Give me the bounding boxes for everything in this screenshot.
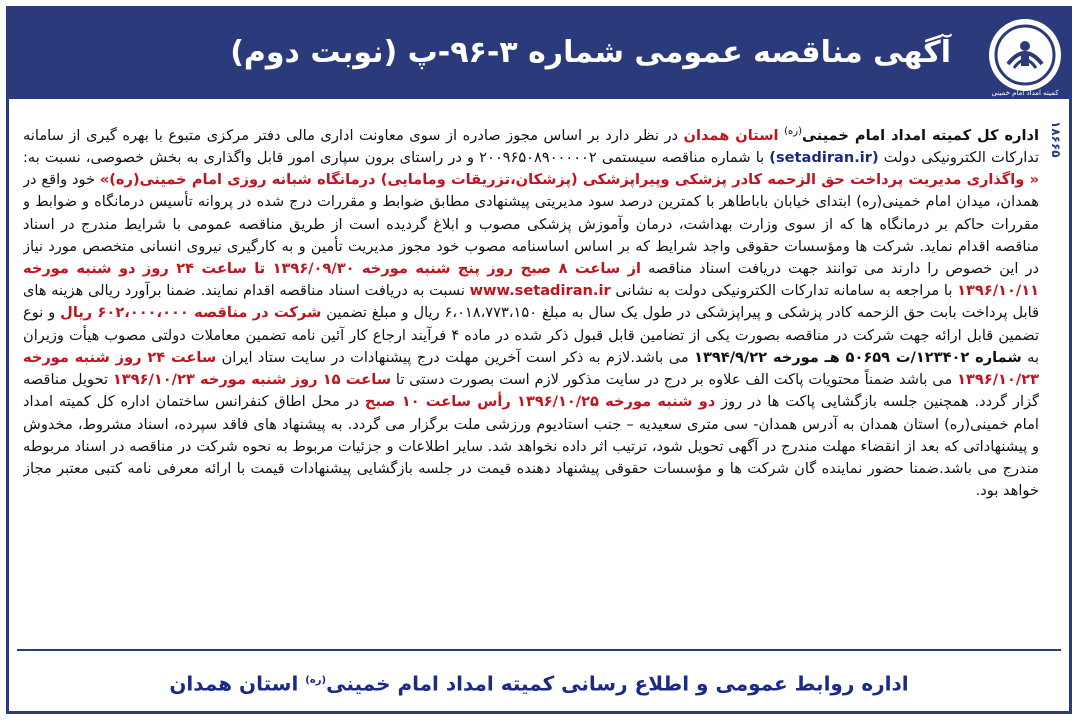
notice-body bbox=[23, 121, 1039, 641]
opening-session-date: دو شنبه مورخه ۱۳۹۶/۱۰/۲۵ رأس ساعت ۱۰ صبح bbox=[364, 393, 716, 411]
guarantee-amount: شرکت در مناقصه ۶۰۲،۰۰۰،۰۰۰ ریال bbox=[60, 304, 322, 322]
footer-department: اداره روابط عمومی و اطلاع رسانی کمیته امداد امام خمینی bbox=[326, 671, 909, 696]
portal-text: با مراجعه به سامانه تدارکات الکترونیکی دولت به نشانی bbox=[615, 282, 953, 300]
footer-province: استان همدان bbox=[169, 671, 299, 696]
organization-name: اداره کل کمیته امداد امام خمینی bbox=[801, 126, 1039, 144]
intro-text-continued: با شماره مناقصه سیستمی ۲۰۰۹۶۵۰۸۹۰۰۰۰۰۲ و در راستای برون سپاری امور قابل واگذاری به بخش خصوصی، نسبت به: bbox=[23, 149, 765, 167]
honorific-superscript: (ره) bbox=[784, 126, 802, 137]
decree-number: شماره ۱۲۳۴۰۲/ت ۵۰۶۵۹ هـ مورخه ۱۳۹۴/۹/۲۲ bbox=[694, 348, 1022, 366]
closing-text: در محل اطاق کنفرانس ساختمان اداره کل کمیته امداد امام خمینی(ره) استان همدان به آدرس همدان- سی متری سعیدیه – جنب استادیوم ورزشی ملت برگزار می گردد. به پیشنهاد های فاقد سپرده، اسناد مشروط، مخدوش و پیشنهاداتی که بعد از انقضاء مهلت مندرج در آگهی تحویل شود، ترتیب اثر داده نخواهد شد. سایر اطلاعات و جزئیات مربوط به نحوه شرکت در مناقصه در اسناد مربوطه مندرج می باشد.ضمنا حضور نماینده گان شرکت ها و مؤسسات حقوقی پیشنهاد دهنده قیمت در جلسه بازگشایی پیشنهادات قیمت با ارائه معرفی نامه کتبی معتبر مجاز خواهد بود. bbox=[23, 393, 1039, 500]
website-link[interactable]: www.setadiran.ir bbox=[469, 282, 611, 300]
intro-text: در نظر دارد بر اساس مجوز صادره از سوی معاونت اداری مالی دفتر مرکزی متبوع با بهره گیری از سامانه تدارکات الکترونیکی دولت bbox=[23, 126, 1039, 167]
notice-frame bbox=[6, 6, 1072, 714]
organization-logo-icon bbox=[989, 19, 1061, 91]
footer-superscript: (ره) bbox=[305, 675, 327, 686]
online-deadline: ساعت ۲۴ روز شنبه مورخه ۱۳۹۶/۱۰/۲۳ bbox=[23, 348, 1039, 389]
notice-footer bbox=[19, 659, 1059, 703]
tender-description: خود واقع در همدان، میدان امام خمینی(ره) ابتدای خیابان باباطاهر با کمترین درصد سود مدیریتی پیشنهادی مطابق ضوابط و مقررات درج شده در پروانه تأسیس درمانگاه و ضوابط و مقررات حاکم بر درمانگاه ها که از سوی وزارت بهداشت، درمان وآموزش پزشکی مصوب و ابلاغ گردیده است از طریق مناقصه عمومی با شرایط مندرج در اسناد مناقصه اقدام نماید. شرکت ها ومؤسسات حقوقی واجد شرایط که بر اساس اساسنامه مصوب خود مجوز مدیریت تأمین و به کارگیری نیروی انسانی متخصص مورد نیاز در این خصوص را دارند می توانند جهت دریافت اسناد مناقصه bbox=[23, 171, 1039, 278]
footer-divider bbox=[17, 649, 1061, 651]
tender-subject: « واگذاری مدیریت پرداخت حق الزحمه کادر پزشکی وپیراپزشکی (پزشکان،تزریقات ومامایی) درمانگاه شبانه روزی امام خمینی(ره)» bbox=[99, 171, 1039, 189]
logo-caption: کمیته امداد امام خمینی bbox=[991, 89, 1059, 97]
province-name: استان همدان bbox=[683, 126, 779, 144]
deadline-text: می باشد.لازم به ذکر است آخرین مهلت درج پیشنهادات در سایت ستاد ایران bbox=[221, 348, 689, 366]
notice-title: آگهی مناقصه عمومی شماره ۳-۹۶-پ (نوبت دوم) bbox=[230, 35, 951, 70]
document-date-range: از ساعت ۸ صبح روز پنج شنبه مورخه ۱۳۹۶/۰۹/۳۰ تا ساعت ۲۴ روز دو شنبه مورخه ۱۳۹۶/۱۰/۱۱ bbox=[23, 260, 1039, 300]
opening-text: تحویل مناقصه گزار گردد. همچنین جلسه بازگشایی پاکت ها در روز bbox=[23, 371, 1039, 411]
envelope-text: می باشد ضمناً محتویات پاکت الف علاوه بر درج در سایت مذکور لازم است بصورت دستی تا bbox=[395, 371, 953, 389]
side-reference-number: ۱۸۶۶۵ bbox=[1049, 121, 1063, 158]
manual-delivery-deadline: ساعت ۱۵ روز شنبه مورخه ۱۳۹۶/۱۰/۲۳ bbox=[112, 371, 392, 389]
setad-site-reference: (setadiran.ir) bbox=[769, 149, 879, 167]
estimate-text: نسبت به دریافت اسناد مناقصه اقدام نمایند. ضمنا برآورد ریالی هزینه های قابل پرداخت بابت حق الزحمه کادر پزشکی و پیراپزشکی در طول یک سال به مبلغ ۶،۰۱۸،۷۷۳،۱۵۰ ریال و مبلغ تضمین bbox=[23, 282, 1039, 322]
guarantee-text: و نوع تضمین قابل ارائه جهت شرکت در مناقصه بصورت یکی از تضامین قابل قبول ذکر شده در ماده ۴ فرآیند ارجاع کار آئین نامه تضمین معاملات دولتی مصوب هیأت وزیران به bbox=[23, 304, 1039, 366]
notice-header bbox=[9, 9, 1069, 99]
